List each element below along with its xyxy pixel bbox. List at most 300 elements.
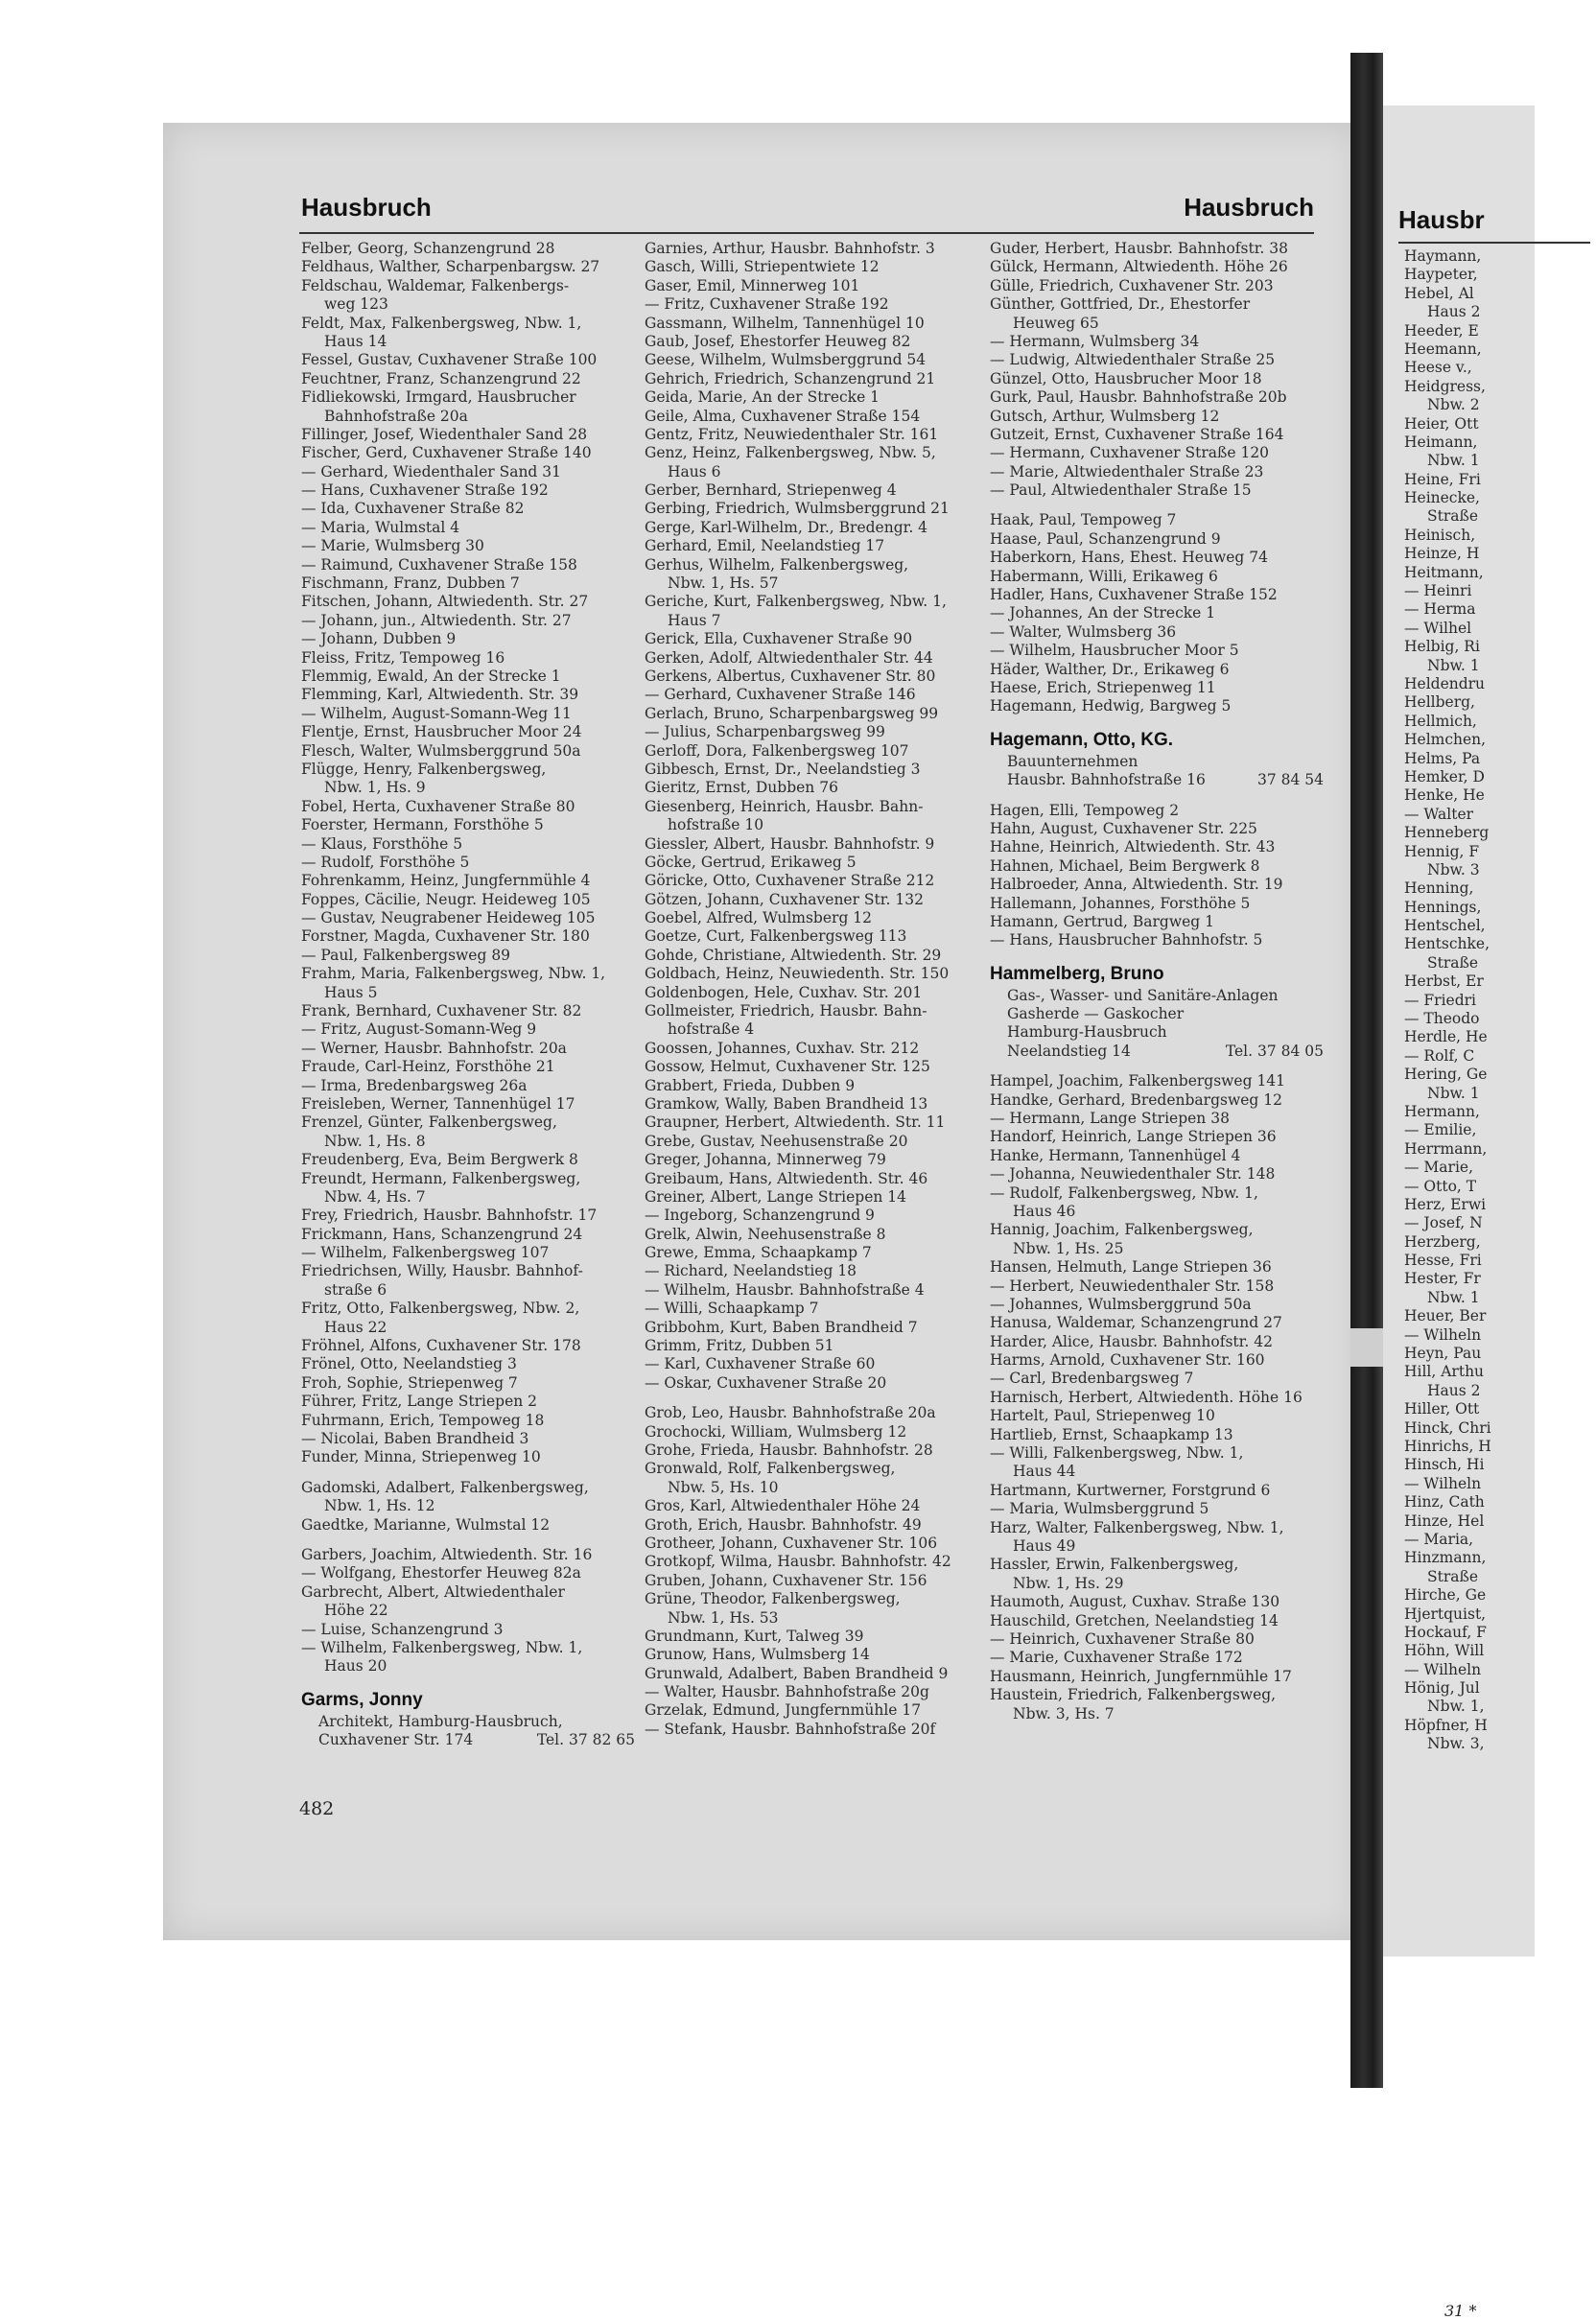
directory-entry: — Luise, Schanzengrund 3 (301, 1620, 504, 1638)
directory-entry: Haumoth, August, Cuxhav. Straße 130 (990, 1593, 1280, 1611)
directory-entry: Heinisch, (1404, 526, 1476, 544)
directory-entry: Freundt, Hermann, Falkenbergsweg, (301, 1169, 581, 1187)
directory-entry: Herdle, He (1404, 1028, 1488, 1046)
directory-entry: — Maria, (1404, 1530, 1474, 1548)
directory-entry: — Heinri (1404, 582, 1472, 600)
directory-entry: Frickmann, Hans, Schanzengrund 24 (301, 1225, 583, 1243)
directory-entry: — Rudolf, Forsthöhe 5 (301, 853, 470, 871)
directory-entry: Gerick, Ella, Cuxhavener Straße 90 (645, 630, 913, 648)
directory-entry: — Paul, Altwiedenthaler Straße 15 (990, 481, 1252, 500)
directory-entry: Hönig, Jul (1404, 1679, 1480, 1698)
entry-continuation: Nbw. 1, Hs. 29 (1013, 1574, 1124, 1592)
directory-entry: Hartelt, Paul, Striepenweg 10 (990, 1407, 1215, 1425)
entry-continuation: hofstraße 4 (668, 1020, 755, 1039)
directory-entry: — Irma, Bredenbargsweg 26a (301, 1076, 528, 1094)
directory-entry: — Herbert, Neuwiedenthaler Str. 158 (990, 1277, 1275, 1295)
directory-entry: Foerster, Hermann, Forsthöhe 5 (301, 816, 544, 834)
directory-entry: Hjertquist, (1404, 1605, 1487, 1623)
directory-entry: Heyn, Pau (1404, 1345, 1482, 1363)
entry-spacer (301, 1467, 639, 1479)
directory-entry: — Marie, Altwiedenthaler Straße 23 (990, 462, 1264, 480)
entry-continuation: Haus 20 (324, 1657, 387, 1676)
directory-entry: Hemker, D (1404, 767, 1485, 785)
directory-entry: — Willi, Schaapkamp 7 (645, 1300, 819, 1318)
directory-entry: Hagemann, Hedwig, Bargweg 5 (990, 697, 1232, 715)
directory-entry: — Karl, Cuxhavener Straße 60 (645, 1355, 876, 1373)
running-header-right: Hausbruch (1184, 193, 1314, 222)
directory-entry: Höpfner, H (1404, 1716, 1488, 1734)
entry-continuation: Nbw. 1, Hs. 12 (324, 1497, 435, 1515)
directory-entry: Foppes, Cäcilie, Neugr. Heideweg 105 (301, 890, 591, 908)
directory-entry: Günzel, Otto, Hausbrucher Moor 18 (990, 369, 1262, 387)
business-address: Cuxhavener Str. 174 (318, 1731, 474, 1749)
directory-entry: Groth, Erich, Hausbr. Bahnhofstr. 49 (645, 1515, 922, 1534)
directory-entry: Gerge, Karl-Wilhelm, Dr., Bredengr. 4 (645, 518, 928, 536)
directory-entry: Hanusa, Waldemar, Schanzengrund 27 (990, 1314, 1282, 1332)
directory-entry: Graupner, Herbert, Altwiedenth. Str. 11 (645, 1113, 946, 1132)
directory-entry: Flügge, Henry, Falkenbergsweg, (301, 760, 547, 778)
directory-entry: — Hans, Cuxhavener Straße 192 (301, 481, 549, 500)
directory-entry: Flemmig, Ewald, An der Strecke 1 (301, 667, 561, 685)
directory-entry: Hahnen, Michael, Beim Bergwerk 8 (990, 856, 1260, 875)
directory-entry: Fleiss, Fritz, Tempoweg 16 (301, 648, 505, 667)
directory-entry: Gerhus, Wilhelm, Falkenbergsweg, (645, 555, 909, 574)
directory-entry: Heese v., (1404, 359, 1472, 377)
entry-continuation: Nbw. 1, Hs. 9 (324, 779, 426, 797)
directory-entry: — Gustav, Neugrabener Heideweg 105 (301, 909, 596, 927)
directory-entry: Greibaum, Hans, Altwiedenth. Str. 46 (645, 1169, 928, 1187)
directory-entry: Hirche, Ge (1404, 1586, 1487, 1605)
directory-entry: Grzelak, Edmund, Jungfernmühle 17 (645, 1701, 922, 1720)
directory-entry: Goossen, Johannes, Cuxhav. Str. 212 (645, 1039, 920, 1057)
directory-entry: — Ingeborg, Schanzengrund 9 (645, 1207, 875, 1225)
directory-entry: — Wilheln (1404, 1474, 1482, 1492)
entry-continuation: Nbw. 1 (1427, 656, 1480, 674)
directory-entry: Hinsch, Hi (1404, 1456, 1485, 1474)
directory-entry: Gaub, Josef, Ehestorfer Heuweg 82 (645, 332, 911, 350)
directory-entry: Hartmann, Kurtwerner, Forstgrund 6 (990, 1481, 1271, 1499)
business-entry-detail: Gas-, Wasser- und Sanitäre-Anlagen (1007, 986, 1279, 1004)
business-entry-detail: Bauunternehmen (1007, 752, 1138, 770)
directory-entry: — Walter (1404, 805, 1474, 823)
entry-continuation: Straße (1427, 1567, 1479, 1585)
directory-entry: Freisleben, Werner, Tannenhügel 17 (301, 1094, 575, 1113)
directory-entry: Heuer, Ber (1404, 1307, 1487, 1325)
directory-entry: Felber, Georg, Schanzengrund 28 (301, 240, 555, 257)
directory-entry: Hentschke, (1404, 935, 1490, 953)
directory-entry: Hill, Arthu (1404, 1363, 1485, 1381)
directory-entry: Hinrichs, H (1404, 1438, 1491, 1455)
facing-page-header: Hausbr (1398, 205, 1485, 234)
directory-entry: Hallemann, Johannes, Forsthöhe 5 (990, 894, 1251, 912)
directory-entry: Fuhrmann, Erich, Tempoweg 18 (301, 1411, 545, 1429)
directory-entry: — Marie, Wulmsberg 30 (301, 537, 484, 555)
directory-entry: Grob, Leo, Hausbr. Bahnhofstraße 20a (645, 1404, 936, 1422)
directory-entry: Habermann, Willi, Erikaweg 6 (990, 567, 1218, 585)
entry-continuation: Nbw. 1, (1427, 1698, 1485, 1716)
directory-entry: — Hermann, Lange Striepen 38 (990, 1110, 1230, 1128)
directory-entry: Gribbohm, Kurt, Baben Brandheid 7 (645, 1318, 918, 1336)
directory-entry: Froh, Sophie, Striepenweg 7 (301, 1373, 518, 1392)
directory-entry: Goetze, Curt, Falkenbergsweg 113 (645, 927, 907, 946)
entry-continuation: Straße (1427, 507, 1479, 526)
entry-continuation: Haus 5 (324, 983, 378, 1001)
column-1 (301, 240, 639, 1749)
directory-entry: Hester, Fr (1404, 1270, 1481, 1288)
directory-entry: — Wilhelm, Falkenbergsweg 107 (301, 1244, 550, 1262)
entry-continuation: straße 6 (324, 1280, 387, 1299)
directory-entry: Gruben, Johann, Cuxhavener Str. 156 (645, 1571, 927, 1589)
directory-entry: Gadomski, Adalbert, Falkenbergsweg, (301, 1478, 589, 1496)
business-phone: Tel. 37 84 05 (1225, 1042, 1324, 1060)
directory-entry: — Gerhard, Wiedenthaler Sand 31 (301, 462, 562, 480)
directory-entry: Heeder, E (1404, 321, 1479, 340)
directory-entry: Gronwald, Rolf, Falkenbergsweg, (645, 1460, 896, 1478)
entry-continuation: Nbw. 4, Hs. 7 (324, 1187, 426, 1206)
directory-entry: — Rolf, C (1404, 1046, 1475, 1065)
directory-entry: Heier, Ott (1404, 414, 1479, 433)
directory-entry: — Johannes, Wulmsberggrund 50a (990, 1295, 1252, 1313)
directory-entry: Henning, (1404, 879, 1474, 898)
directory-entry: — Wolfgang, Ehestorfer Heuweg 82a (301, 1564, 581, 1582)
directory-entry: Gibbesch, Ernst, Dr., Neelandstieg 3 (645, 760, 921, 778)
directory-entry: Haak, Paul, Tempoweg 7 (990, 511, 1177, 529)
entry-continuation: Heuweg 65 (1013, 314, 1099, 332)
business-entry-detail: Hamburg-Hausbruch (1007, 1023, 1167, 1042)
directory-entry: Frank, Bernhard, Cuxhavener Str. 82 (301, 1002, 582, 1020)
directory-entry: Gurk, Paul, Hausbr. Bahnhofstraße 20b (990, 388, 1287, 407)
directory-entry: Hellberg, (1404, 693, 1475, 712)
entry-continuation: Haus 14 (324, 332, 387, 350)
directory-entry: Gülck, Hermann, Altwiedenth. Höhe 26 (990, 258, 1288, 276)
directory-entry: Feldt, Max, Falkenbergsweg, Nbw. 1, (301, 314, 582, 332)
directory-entry: Hering, Ge (1404, 1066, 1488, 1084)
directory-entry: — Maria, Wulmstal 4 (301, 518, 460, 536)
directory-entry: Gehrich, Friedrich, Schanzengrund 21 (645, 369, 936, 387)
directory-entry: Fischmann, Franz, Dubben 7 (301, 574, 520, 593)
directory-entry: — Herma (1404, 600, 1476, 619)
directory-entry: Göcke, Gertrud, Erikaweg 5 (645, 853, 857, 871)
directory-entry: Günther, Gottfried, Dr., Ehestorfer (990, 295, 1251, 314)
directory-entry: Gutzeit, Ernst, Cuxhavener Straße 164 (990, 425, 1284, 443)
directory-entry: Grimm, Fritz, Dubben 51 (645, 1337, 834, 1355)
directory-entry: Frenzel, Günter, Falkenbergsweg, (301, 1113, 557, 1132)
directory-entry: Grotkopf, Wilma, Hausbr. Bahnhofstr. 42 (645, 1553, 951, 1571)
directory-entry: Funder, Minna, Striepenweg 10 (301, 1448, 541, 1466)
directory-entry: Hahne, Heinrich, Altwiedenth. Str. 43 (990, 838, 1276, 856)
directory-entry: Fischer, Gerd, Cuxhavener Straße 140 (301, 444, 592, 462)
directory-entry: Giessler, Albert, Hausbr. Bahnhofstr. 9 (645, 834, 935, 853)
entry-continuation: Nbw. 3, Hs. 7 (1013, 1704, 1115, 1722)
directory-entry: Geese, Wilhelm, Wulmsberggrund 54 (645, 351, 927, 369)
directory-entry: — Hermann, Wulmsberg 34 (990, 332, 1200, 350)
directory-entry: Grunow, Hans, Wulmsberg 14 (645, 1646, 870, 1664)
directory-entry: Grunwald, Adalbert, Baben Brandheid 9 (645, 1664, 949, 1682)
directory-entry: Helbig, Ri (1404, 638, 1480, 656)
directory-entry: Hinck, Chri (1404, 1418, 1491, 1437)
entry-spacer (301, 1535, 639, 1546)
directory-entry: — Walter, Hausbr. Bahnhofstraße 20g (645, 1683, 929, 1701)
business-entry-contact (301, 1731, 639, 1749)
directory-entry: Hassler, Erwin, Falkenbergsweg, (990, 1556, 1239, 1574)
directory-entry: Gaser, Emil, Minnerweg 101 (645, 276, 860, 294)
business-entry-detail: Architekt, Hamburg-Hausbruch, (318, 1712, 563, 1730)
column-2 (645, 240, 982, 1739)
directory-entry: Gerkens, Albertus, Cuxhavener Str. 80 (645, 667, 936, 685)
directory-entry: Haustein, Friedrich, Falkenbergsweg, (990, 1686, 1277, 1704)
entry-continuation: Nbw. 3, (1427, 1735, 1485, 1753)
directory-entry: Hannig, Joachim, Falkenbergsweg, (990, 1221, 1254, 1239)
directory-entry: Hermann, (1404, 1102, 1480, 1120)
directory-entry: Giesenberg, Heinrich, Hausbr. Bahn- (645, 797, 924, 815)
directory-entry: Harnisch, Herbert, Altwiedenth. Höhe 16 (990, 1388, 1303, 1406)
page-number: 482 (299, 1798, 335, 1819)
directory-entry: — Nicolai, Baben Brandheid 3 (301, 1430, 529, 1447)
directory-entry: Geriche, Kurt, Falkenbergsweg, Nbw. 1, (645, 593, 947, 611)
directory-entry: Feldschau, Waldemar, Falkenbergs- (301, 276, 570, 294)
entry-continuation: Nbw. 3 (1427, 860, 1480, 879)
entry-continuation: Nbw. 1 (1427, 452, 1480, 470)
directory-entry: — Hans, Hausbrucher Bahnhofstr. 5 (990, 931, 1263, 949)
directory-entry: — Maria, Wulmsberggrund 5 (990, 1500, 1209, 1518)
entry-continuation: Nbw. 1 (1427, 1288, 1480, 1306)
directory-entry: Freudenberg, Eva, Beim Bergwerk 8 (301, 1151, 578, 1169)
business-phone: Tel. 37 82 65 (536, 1731, 635, 1749)
directory-entry: Grelk, Alwin, Neehusenstraße 8 (645, 1225, 886, 1243)
directory-entry: — Ida, Cuxhavener Straße 82 (301, 500, 525, 518)
directory-entry: Herz, Erwi (1404, 1195, 1487, 1213)
directory-entry: Hampel, Joachim, Falkenbergsweg 141 (990, 1072, 1286, 1090)
directory-entry: — Klaus, Forsthöhe 5 (301, 834, 463, 853)
entry-continuation: Haus 49 (1013, 1537, 1076, 1555)
directory-entry: Greger, Johanna, Minnerweg 79 (645, 1151, 886, 1169)
directory-entry: Grochocki, William, Wulmsberg 12 (645, 1422, 907, 1441)
entry-continuation: Nbw. 1 (1427, 1084, 1480, 1102)
entry-continuation: Nbw. 1, Hs. 53 (668, 1608, 779, 1627)
directory-entry: — Walter, Wulmsberg 36 (990, 622, 1177, 641)
entry-continuation: Haus 22 (324, 1318, 387, 1336)
entry-continuation: Nbw. 1, Hs. 8 (324, 1132, 426, 1150)
directory-entry: — Otto, T (1404, 1177, 1477, 1195)
directory-entry: Helms, Pa (1404, 749, 1481, 767)
directory-entry: — Julius, Scharpenbargsweg 99 (645, 723, 885, 741)
directory-entry: Hausmann, Heinrich, Jungfernmühle 17 (990, 1667, 1292, 1685)
directory-entry: Hinze, Hel (1404, 1512, 1485, 1530)
entry-continuation: Haus 2 (1427, 1381, 1481, 1399)
directory-entry: Handorf, Heinrich, Lange Striepen 36 (990, 1128, 1277, 1146)
directory-entry: Grüne, Theodor, Falkenbergsweg, (645, 1590, 901, 1608)
facing-page (1383, 105, 1535, 2320)
directory-entry: Geida, Marie, An der Strecke 1 (645, 388, 880, 407)
entry-continuation: Haus 46 (1013, 1202, 1076, 1220)
directory-entry: Herrmann, (1404, 1139, 1488, 1158)
business-entry-name: Hagemann, Otto, KG. (990, 729, 1174, 750)
directory-entry: Hagen, Elli, Tempoweg 2 (990, 801, 1180, 819)
directory-entry: — Wilhelm, Hausbrucher Moor 5 (990, 642, 1239, 660)
directory-entry: Fessel, Gustav, Cuxhavener Straße 100 (301, 351, 598, 369)
entry-continuation: Nbw. 1, Hs. 57 (668, 574, 779, 593)
directory-entry: Halbroeder, Anna, Altwiedenth. Str. 19 (990, 876, 1283, 894)
entry-continuation: Nbw. 5, Hs. 10 (668, 1478, 779, 1496)
entry-continuation: Haus 7 (668, 611, 721, 629)
directory-entry: — Heinrich, Cuxhavener Straße 80 (990, 1629, 1255, 1648)
directory-entry: — Gerhard, Cuxhavener Straße 146 (645, 686, 916, 704)
directory-entry: Flesch, Walter, Wulmsberggrund 50a (301, 741, 581, 760)
scan-margin (0, 0, 1535, 123)
directory-entry: — Wilhel (1404, 619, 1472, 637)
directory-entry: Friedrichsen, Willy, Hausbr. Bahnhof- (301, 1262, 583, 1280)
business-phone: 37 84 54 (1256, 771, 1324, 789)
directory-entry: — Theodo (1404, 1010, 1480, 1028)
directory-entry: Haypeter, (1404, 266, 1478, 284)
entry-spacer (990, 716, 1327, 728)
directory-entry: Herzberg, (1404, 1232, 1481, 1251)
entry-continuation: weg 123 (324, 295, 388, 314)
entry-spacer (990, 790, 1327, 802)
facing-page-column (1404, 247, 1596, 1754)
directory-entry: Flentje, Ernst, Hausbrucher Moor 24 (301, 723, 582, 741)
directory-entry: Hahn, August, Cuxhavener Str. 225 (990, 819, 1257, 837)
directory-entry: Heidgress, (1404, 377, 1486, 395)
directory-entry: Frey, Friedrich, Hausbr. Bahnhofstr. 17 (301, 1207, 598, 1225)
directory-entry: — Johann, Dubben 9 (301, 630, 457, 648)
directory-entry: — Hermann, Cuxhavener Straße 120 (990, 444, 1270, 462)
directory-entry: Grohe, Frieda, Hausbr. Bahnhofstr. 28 (645, 1441, 933, 1459)
directory-entry: Henneberg (1404, 824, 1490, 842)
directory-entry: Herbst, Er (1404, 973, 1484, 991)
directory-entry: Fitschen, Johann, Altwiedenth. Str. 27 (301, 593, 589, 611)
directory-entry: — Ludwig, Altwiedenthaler Straße 25 (990, 351, 1276, 369)
directory-entry: Flemming, Karl, Altwiedenth. Str. 39 (301, 686, 579, 704)
directory-entry: Gentz, Fritz, Neuwiedenthaler Str. 161 (645, 425, 939, 443)
directory-entry: — Friedri (1404, 991, 1477, 1009)
directory-entry: Hartlieb, Ernst, Schaapkamp 13 (990, 1425, 1233, 1443)
directory-entry: — Fritz, Cuxhavener Straße 192 (645, 295, 889, 314)
directory-entry: Harder, Alice, Hausbr. Bahnhofstr. 42 (990, 1332, 1273, 1350)
directory-entry: Gossow, Helmut, Cuxhavener Str. 125 (645, 1058, 930, 1076)
directory-entry: Fohrenkamm, Heinz, Jungfernmühle 4 (301, 872, 591, 890)
directory-entry: — Willi, Falkenbergsweg, Nbw. 1, (990, 1444, 1244, 1463)
directory-entry: Häder, Walther, Dr., Erikaweg 6 (990, 660, 1230, 678)
directory-entry: — Werner, Hausbr. Bahnhofstr. 20a (301, 1039, 567, 1057)
entry-continuation: Haus 6 (668, 462, 721, 480)
directory-entry: — Josef, N (1404, 1214, 1483, 1232)
directory-entry: Heemann, (1404, 340, 1482, 358)
column-3 (990, 240, 1327, 1723)
directory-entry: — Johannes, An der Strecke 1 (990, 604, 1216, 622)
directory-entry: Hellmich, (1404, 712, 1477, 730)
directory-entry: — Wilhelm, August-Somann-Weg 11 (301, 704, 572, 722)
directory-entry: Gramkow, Wally, Baben Brandheid 13 (645, 1094, 928, 1113)
directory-entry: Hinz, Cath (1404, 1493, 1485, 1512)
directory-entry: Hennig, F (1404, 842, 1480, 860)
directory-entry: Feuchtner, Franz, Schanzengrund 22 (301, 369, 581, 387)
directory-entry: Gohde, Christiane, Altwiedenth. Str. 29 (645, 946, 942, 964)
entry-spacer (990, 1061, 1327, 1072)
directory-entry: — Raimund, Cuxhavener Straße 158 (301, 555, 577, 574)
directory-entry: Fritz, Otto, Falkenbergsweg, Nbw. 2, (301, 1300, 580, 1318)
directory-entry: Gaedtke, Marianne, Wulmstal 12 (301, 1515, 551, 1534)
entry-continuation: Bahnhofstraße 20a (324, 407, 468, 425)
directory-entry: Goldenbogen, Hele, Cuxhav. Str. 201 (645, 983, 923, 1001)
directory-entry: Garnies, Arthur, Hausbr. Bahnhofstr. 3 (645, 240, 935, 257)
directory-entry: — Oskar, Cuxhavener Straße 20 (645, 1373, 887, 1392)
directory-entry: Hiller, Ott (1404, 1400, 1480, 1418)
directory-entry: Grewe, Emma, Schaapkamp 7 (645, 1244, 872, 1262)
directory-entry: Frönel, Otto, Neelandstieg 3 (301, 1355, 517, 1373)
directory-entry: Hennings, (1404, 898, 1482, 916)
directory-entry: Höhn, Will (1404, 1642, 1485, 1660)
directory-entry: Forstner, Magda, Cuxhavener Str. 180 (301, 927, 590, 946)
directory-entry: Hinzmann, (1404, 1549, 1487, 1567)
business-entry-contact (990, 1043, 1327, 1061)
entry-continuation: Nbw. 2 (1427, 396, 1480, 414)
directory-entry: Geile, Alma, Cuxhavener Straße 154 (645, 407, 921, 425)
directory-entry: Genz, Heinz, Falkenbergsweg, Nbw. 5, (645, 444, 936, 462)
directory-entry: — Stefank, Hausbr. Bahnhofstraße 20f (645, 1720, 936, 1738)
directory-entry: Hamann, Gertrud, Bargweg 1 (990, 912, 1214, 930)
directory-entry: — Fritz, August-Somann-Weg 9 (301, 1020, 537, 1039)
directory-entry: Gasch, Willi, Striepentwiete 12 (645, 258, 880, 276)
directory-entry: Gassmann, Wilhelm, Tannenhügel 10 (645, 314, 925, 332)
entry-continuation: Nbw. 1, Hs. 25 (1013, 1239, 1124, 1257)
directory-entry: Handke, Gerhard, Bredenbargsweg 12 (990, 1090, 1282, 1109)
directory-page (163, 123, 1362, 1940)
directory-entry: Göricke, Otto, Cuxhavener Straße 212 (645, 872, 935, 890)
business-entry-name: Garms, Jonny (301, 1689, 423, 1710)
directory-entry: Grundmann, Kurt, Talweg 39 (645, 1627, 864, 1645)
directory-entry: Heine, Fri (1404, 470, 1481, 488)
directory-entry: Fröhnel, Alfons, Cuxhavener Str. 178 (301, 1337, 581, 1355)
directory-entry: Gülle, Friedrich, Cuxhavener Str. 203 (990, 276, 1274, 294)
directory-entry: — Paul, Falkenbergsweg 89 (301, 946, 511, 964)
directory-entry: Hebel, Al (1404, 284, 1474, 302)
directory-entry: Helmchen, (1404, 731, 1487, 749)
entry-continuation: Höhe 22 (324, 1602, 388, 1620)
directory-entry: Harz, Walter, Falkenbergsweg, Nbw. 1, (990, 1518, 1284, 1536)
entry-continuation: Haus 2 (1427, 303, 1481, 321)
directory-entry: Fillinger, Josef, Wiedenthaler Sand 28 (301, 425, 588, 443)
directory-entry: Greiner, Albert, Lange Striepen 14 (645, 1187, 907, 1206)
directory-entry: Gerbing, Friedrich, Wulmsberggrund 21 (645, 500, 950, 518)
entry-spacer (990, 500, 1327, 511)
directory-entry: — Emilie, (1404, 1121, 1477, 1139)
business-entry-contact (990, 771, 1327, 789)
directory-entry: — Carl, Bredenbargsweg 7 (990, 1370, 1194, 1388)
facing-header-rule (1398, 242, 1590, 244)
directory-entry: Gutsch, Arthur, Wulmsberg 12 (990, 407, 1220, 425)
directory-entry: Hadler, Hans, Cuxhavener Straße 152 (990, 586, 1278, 604)
directory-entry: Goldbach, Heinz, Neuwiedenth. Str. 150 (645, 965, 950, 983)
entry-spacer (301, 1676, 639, 1688)
header-rule (299, 232, 1314, 234)
directory-entry: Hentschel, (1404, 917, 1486, 935)
running-header-left: Hausbruch (301, 193, 432, 222)
directory-entry: Gerken, Adolf, Altwiedenthaler Str. 44 (645, 648, 933, 667)
directory-entry: Gerber, Bernhard, Striepenweg 4 (645, 481, 897, 500)
directory-entry: — Johann, jun., Altwiedenth. Str. 27 (301, 611, 572, 629)
directory-entry: Fraude, Carl-Heinz, Forsthöhe 21 (301, 1058, 555, 1076)
entry-continuation: hofstraße 10 (668, 816, 764, 834)
directory-entry: Harms, Arnold, Cuxhavener Str. 160 (990, 1351, 1265, 1370)
facing-page-footer: 31 * (1444, 2302, 1477, 2320)
directory-entry: Hockauf, F (1404, 1623, 1487, 1641)
directory-entry: Feldhaus, Walther, Scharpenbargsw. 27 (301, 258, 600, 276)
directory-entry: Gerloff, Dora, Falkenbergsweg 107 (645, 741, 909, 760)
business-entry-detail: Gasherde — Gaskocher (1007, 1005, 1185, 1023)
directory-entry: Fobel, Herta, Cuxhavener Straße 80 (301, 797, 575, 815)
directory-entry: Guder, Herbert, Hausbr. Bahnhofstr. 38 (990, 240, 1288, 257)
